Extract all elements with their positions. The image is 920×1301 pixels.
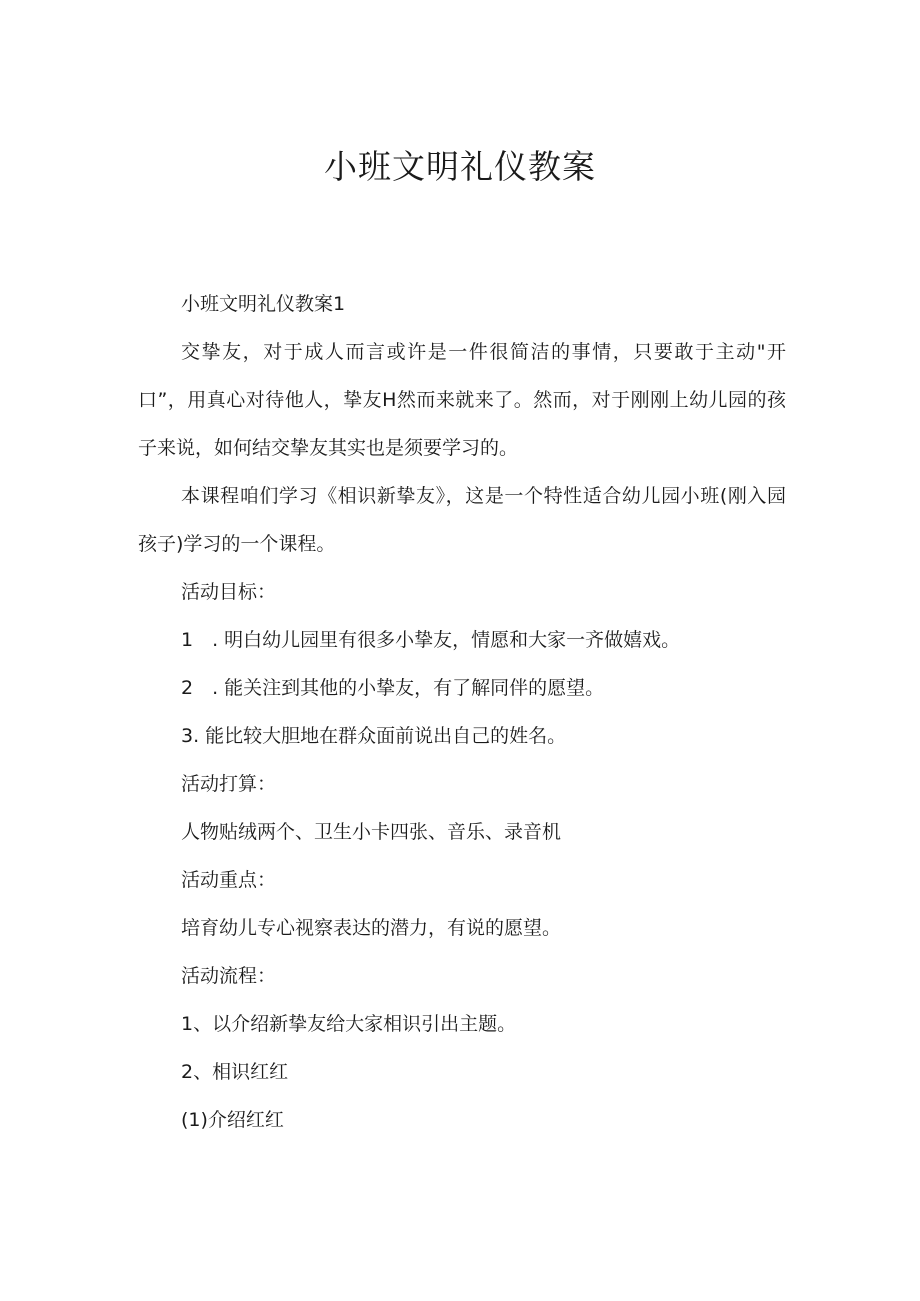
process-step-1: 1、以介绍新挚友给大家相识引出主题。 [181, 1013, 517, 1035]
focus-label: 活动重点： [181, 869, 277, 891]
goal-item-3: 3. 能比较大胆地在群众面前说出自己的姓名。 [181, 725, 567, 747]
course-paragraph: 本课程咱们学习《相识新挚友》，这是一个特性适合幼儿园小班(刚入园孩子)学习的一个课程。 [138, 485, 786, 555]
intro-paragraph: 交挚友，对于成人而言或许是一件很简洁的事情，只要敢于主动"开口”，用真心对待他人，挚友H然而来就来了。然而，对于刚刚上幼儿园的孩子来说，如何结交挚友其实也是须要学习的。 [138, 341, 786, 459]
goals-label: 活动目标： [181, 581, 277, 603]
prep-label: 活动打算： [181, 773, 277, 795]
section-heading: 小班文明礼仪教案1 [181, 293, 346, 315]
process-step-2: 2、相识红红 [181, 1061, 289, 1083]
document-body [138, 280, 786, 1144]
process-label: 活动流程： [181, 965, 277, 987]
goal-item-1: 1 . 明白幼儿园里有很多小挚友，情愿和大家一齐做嬉戏。 [181, 629, 681, 651]
focus-text: 培育幼儿专心视察表达的潜力，有说的愿望。 [181, 917, 562, 939]
document-title: 小班文明礼仪教案 [324, 147, 596, 186]
goal-item-2: 2 . 能关注到其他的小挚友，有了解同伴的愿望。 [181, 677, 605, 699]
prep-text: 人物贴绒两个、卫生小卡四张、音乐、录音机 [181, 821, 562, 843]
process-step-3: (1)介绍红红 [181, 1109, 284, 1131]
